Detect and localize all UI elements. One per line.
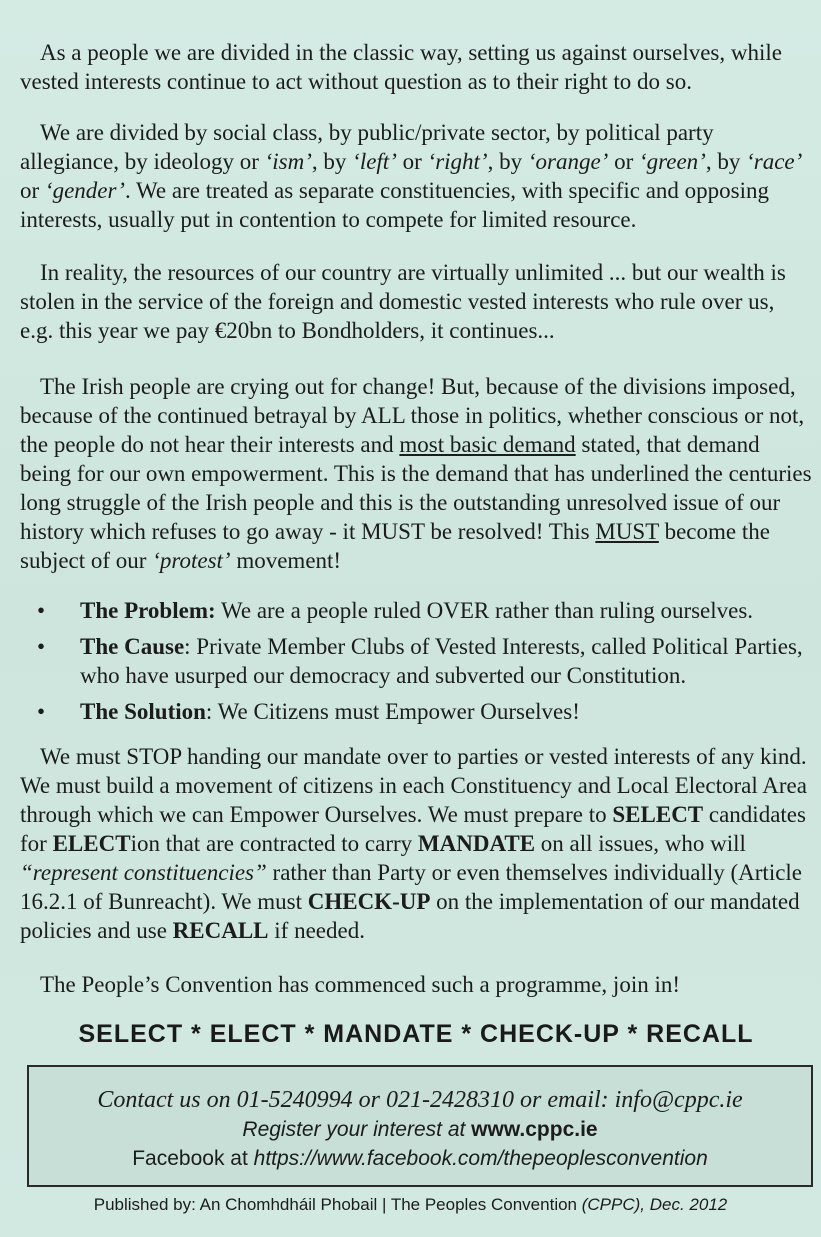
bullet-dot: • xyxy=(37,634,46,659)
list-item-solution: • The Solution: We Citizens must Empower Ourselves! xyxy=(37,699,580,724)
facebook-line: Facebook at https://www.facebook.com/thepeoplesconvention xyxy=(132,1147,708,1170)
register-line: Register your interest at www.cppc.ie xyxy=(242,1118,598,1141)
website-link[interactable]: www.cppc.ie xyxy=(471,1118,598,1141)
paragraph-change: The Irish people are crying out for change! But, because of the divisions imposed, because of the continued betrayal by ALL those in politics, whether conscious or not, the people do not hear their interests and most basic demand stated, that demand being for our own empowerment. This is the demand that has underlined the centuries long struggle of the Irish people and this is the outstanding unresolved issue of our history which refuses to go away - it MUST be resolved! This MUST become the subject of our ‘protest’ movement! xyxy=(20,374,812,573)
contact-phone-email: Contact us on 01-5240994 or 021-2428310 or email: info@cppc.ie xyxy=(97,1087,743,1113)
slogan-heading: SELECT * ELECT * MANDATE * CHECK-UP * RECALL xyxy=(78,1020,754,1048)
paragraph-join-in: The People’s Convention has commenced such a programme, join in! xyxy=(40,972,681,997)
paragraph-divisions: We are divided by social class, by public/private sector, by political party allegiance, by ideology or ‘ism’, by ‘left’ or ‘right’, by ‘orange’ or ‘green’, by ‘race’ or ‘gender’. We are treated as separate constituencies, with specific and opposing interests, usually put in contention to compete for limited resource. xyxy=(20,120,803,232)
bullet-dot: • xyxy=(37,598,46,623)
contact-box xyxy=(27,1065,813,1187)
paragraph-divided-people: As a people we are divided in the classic way, setting us against ourselves, while vested interests continue to act without question as to their right to do so. xyxy=(20,40,782,94)
bullet-dot: • xyxy=(37,699,46,724)
list-item-problem: • The Problem: We are a people ruled OVER rather than ruling ourselves. xyxy=(37,598,754,623)
list-item-cause: • The Cause: Private Member Clubs of Vested Interests, called Political Parties, who have usurped our democracy and subverted our Constitution. xyxy=(37,634,803,688)
problem-cause-solution-list xyxy=(20,596,812,733)
publisher-footer: Published by: An Chomhdháil Phobail | The Peoples Convention (CPPC), Dec. 2012 xyxy=(93,1195,728,1214)
paragraph-mandate: We must STOP handing our mandate over to parties or vested interests of any kind. We must build a movement of citizens in each Constituency and Local Electoral Area through which we can Empower Ourselves. We must prepare to SELECT candidates for ELECTion that are contracted to carry MANDATE on all issues, who will “represent constituencies” rather than Party or even themselves individually (Article 16.2.1 of Bunreacht). We must CHECK-UP on the implementation of our mandated policies and use RECALL if needed. xyxy=(20,744,807,943)
paragraph-resources: In reality, the resources of our country are virtually unlimited ... but our wealth is stolen in the service of the foreign and domestic vested interests who rule over us, e.g. this year we pay €20bn to Bondholders, it continues... xyxy=(20,260,786,343)
facebook-link[interactable]: https://www.facebook.com/thepeoplesconvention xyxy=(253,1147,708,1170)
